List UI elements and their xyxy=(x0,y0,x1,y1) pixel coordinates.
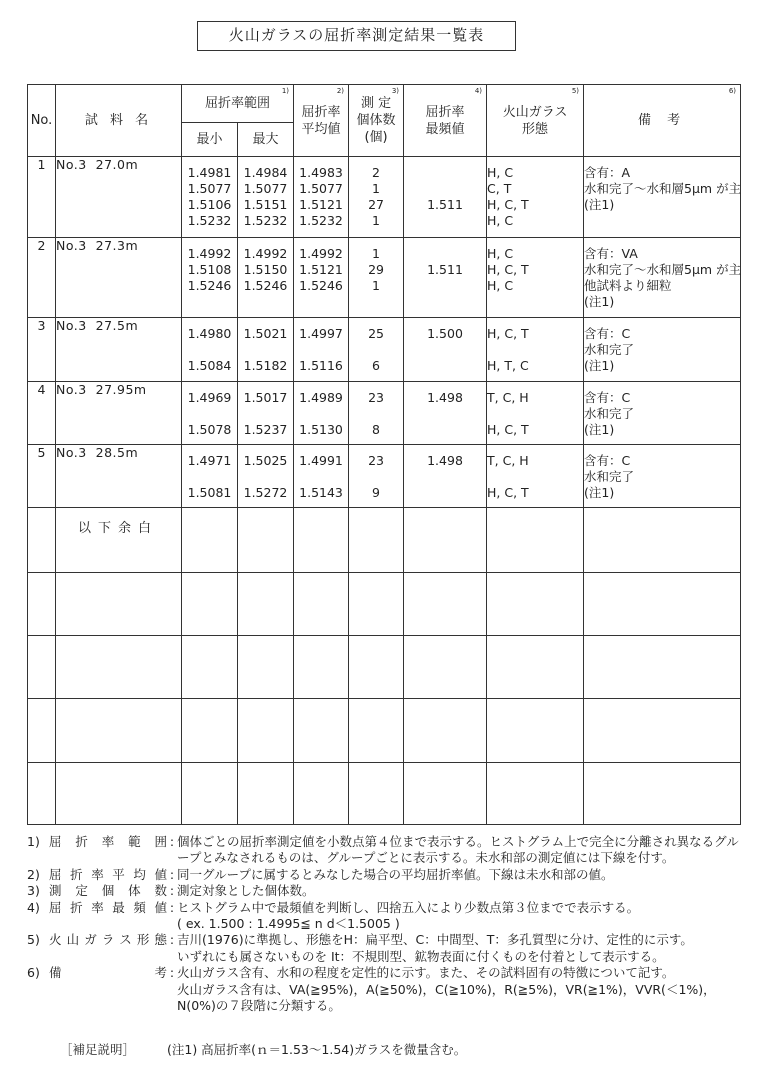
footnote-6-marker: 6) xyxy=(728,87,737,95)
row-mode-values: 1.511 xyxy=(427,197,463,213)
row-mode xyxy=(404,444,487,507)
row-sample-name: No.3 27.5m xyxy=(56,318,182,381)
blank-row xyxy=(28,508,741,572)
blank-cell xyxy=(182,572,238,635)
blank-cell xyxy=(584,508,741,572)
blank-cell xyxy=(294,572,349,635)
supplementary-note xyxy=(60,1040,466,1058)
row-mode-values: 1.498 xyxy=(427,452,463,468)
header-min: 最小 xyxy=(182,123,238,157)
table-row xyxy=(28,381,741,444)
header-mean-text: 屈折率 平均値 xyxy=(301,104,341,137)
row-count xyxy=(349,237,404,317)
row-remarks xyxy=(584,318,741,381)
row-min-values: 1.4981 1.5077 1.5106 1.5232 xyxy=(187,165,232,229)
row-no: 2 xyxy=(28,237,56,317)
row-min xyxy=(182,318,238,381)
row-max-values: 1.5021 1.5182 xyxy=(243,326,288,374)
blank-cell xyxy=(487,762,584,824)
row-count xyxy=(349,318,404,381)
blank-cell xyxy=(182,699,238,762)
row-form-values: H, C H, C, T H, C xyxy=(487,245,529,293)
footnote-6 xyxy=(27,965,742,1014)
blank-cell xyxy=(294,762,349,824)
row-min xyxy=(182,444,238,507)
row-form-values: T, C, H H, C, T xyxy=(487,389,529,437)
footnote-3-marker: 3) xyxy=(391,87,400,95)
row-mode xyxy=(404,381,487,444)
header-no: No. xyxy=(28,85,56,157)
blank-cell xyxy=(349,572,404,635)
footnote-2-marker: 2) xyxy=(336,87,345,95)
blank-cell xyxy=(487,699,584,762)
header-mean xyxy=(294,85,349,157)
footnote-label: 屈折率範囲 xyxy=(49,834,167,849)
row-count xyxy=(349,157,404,237)
table-row xyxy=(28,318,741,381)
row-form xyxy=(487,444,584,507)
blank-cell xyxy=(182,635,238,698)
blank-cell xyxy=(182,508,238,572)
header-form-text: 火山ガラス 形態 xyxy=(502,104,568,137)
blank-cell xyxy=(294,635,349,698)
blank-cell xyxy=(487,635,584,698)
blank-cell xyxy=(584,699,741,762)
row-mean xyxy=(294,444,349,507)
footnote-4 xyxy=(27,900,742,933)
blank-cell xyxy=(238,572,294,635)
blank-cell xyxy=(487,508,584,572)
blank-label: 以下余白 xyxy=(78,521,159,537)
footnote-number: 4) xyxy=(27,899,40,915)
row-count xyxy=(349,444,404,507)
row-mean-values: 1.4989 1.5130 xyxy=(299,389,343,437)
blank-cell xyxy=(584,572,741,635)
row-mean xyxy=(294,381,349,444)
row-sample-name: No.3 27.3m xyxy=(56,237,182,317)
footnote-1 xyxy=(27,834,742,867)
row-remarks xyxy=(584,157,741,237)
blank-row xyxy=(28,572,741,635)
footnote-colon: : xyxy=(169,965,175,981)
row-max xyxy=(238,157,294,237)
row-count-values: 23 9 xyxy=(368,452,384,500)
footnote-label: 測定個体数 xyxy=(49,883,167,899)
row-no: 5 xyxy=(28,444,56,507)
footnote-label: 火山ガラス形態 xyxy=(49,932,167,948)
blank-cell xyxy=(294,699,349,762)
blank-cell xyxy=(349,508,404,572)
row-form xyxy=(487,237,584,317)
table-row xyxy=(28,444,741,507)
header-row-top xyxy=(28,85,741,123)
blank-cell xyxy=(28,699,56,762)
footnote-text: 測定対象とした個体数。 xyxy=(177,883,315,899)
blank-cell xyxy=(584,762,741,824)
footnote-colon: : xyxy=(169,883,175,899)
row-form-values: T, C, H H, C, T xyxy=(487,452,529,500)
footnote-number: 5) xyxy=(27,932,40,948)
row-form-values: H, C C, T H, C, T H, C xyxy=(487,165,529,229)
footnote-number: 2) xyxy=(27,866,40,882)
footnote-colon: : xyxy=(169,866,175,882)
table-row xyxy=(28,237,741,317)
header-sample-name-text: 試 料 名 xyxy=(84,113,153,129)
row-remarks-values: 含有：C 水和完了 (注1) xyxy=(584,326,635,374)
header-mode-text: 屈折率 最頻値 xyxy=(425,104,465,137)
row-remarks-values: 含有：A 水和完了～水和層5μm が主 (注1) xyxy=(584,165,742,213)
refractive-index-table xyxy=(27,84,741,825)
blank-row xyxy=(28,699,741,762)
header-remarks-text: 備 考 xyxy=(637,113,687,129)
row-min xyxy=(182,237,238,317)
row-mean-values: 1.4997 1.5116 xyxy=(299,326,343,374)
blank-cell xyxy=(404,699,487,762)
blank-cell xyxy=(238,635,294,698)
row-count-values: 25 6 xyxy=(368,326,384,374)
blank-cell xyxy=(238,762,294,824)
footnote-number: 6) xyxy=(27,965,40,981)
row-remarks-values: 含有：VA 水和完了～水和層5μm が主 他試料より細粒 (注1) xyxy=(584,245,742,309)
row-remarks xyxy=(584,444,741,507)
header-range xyxy=(182,85,294,123)
blank-cell xyxy=(182,762,238,824)
footnote-5-marker: 5) xyxy=(571,87,580,95)
blank-cell xyxy=(28,572,56,635)
footnote-number: 3) xyxy=(27,883,40,899)
row-min-values: 1.4971 1.5081 xyxy=(187,452,232,500)
row-count-values: 1 29 1 xyxy=(368,245,384,293)
footnote-text: 同一グループに属するとみなした場合の平均屈折率値。下線は未水和部の値。 xyxy=(177,866,614,882)
footnote-colon: : xyxy=(169,899,175,915)
row-max-values: 1.5025 1.5272 xyxy=(243,452,288,500)
row-count xyxy=(349,381,404,444)
row-mean xyxy=(294,318,349,381)
blank-cell xyxy=(238,699,294,762)
row-form xyxy=(487,318,584,381)
footnote-number: 1) xyxy=(27,834,40,849)
footnote-text: 個体ごとの屈折率測定値を小数点第４位まで表示する。ヒストグラム上で完全に分離され異なるグループとみなされるものは、グループごとに表示する。未水和部の測定値には下線を付す。 xyxy=(177,834,739,866)
header-mode xyxy=(404,85,487,157)
footnote-label: 屈折率平均値 xyxy=(49,866,167,882)
table-row xyxy=(28,157,741,237)
row-max-values: 1.5017 1.5237 xyxy=(243,389,288,437)
row-mode xyxy=(404,157,487,237)
row-mean xyxy=(294,237,349,317)
footnotes xyxy=(27,834,742,1014)
blank-cell xyxy=(28,635,56,698)
row-max xyxy=(238,444,294,507)
row-remarks xyxy=(584,381,741,444)
row-form-values: H, C, T H, T, C xyxy=(487,326,529,374)
row-max xyxy=(238,381,294,444)
row-max xyxy=(238,318,294,381)
header-range-text: 屈折率範囲 xyxy=(205,96,271,112)
row-sample-name: No.3 27.0m xyxy=(56,157,182,237)
row-remarks-values: 含有：C 水和完了 (注1) xyxy=(584,452,635,500)
blank-cell xyxy=(404,762,487,824)
row-form xyxy=(487,381,584,444)
blank-cell xyxy=(349,762,404,824)
header-max: 最大 xyxy=(238,123,294,157)
header-remarks xyxy=(584,85,741,157)
blank-cell xyxy=(487,572,584,635)
row-max-values: 1.4992 1.5150 1.5246 xyxy=(243,245,288,293)
blank-cell xyxy=(584,635,741,698)
footnote-text: ヒストグラム中で最頻値を判断し、四捨五入により少数点第３位までで表示する。 ( ex. 1.500 : 1.4995≦ n d＜1.5005 ) xyxy=(177,899,640,932)
footnote-colon: : xyxy=(169,834,175,849)
blank-cell xyxy=(349,635,404,698)
blank-cell xyxy=(28,762,56,824)
row-mean-values: 1.4983 1.5077 1.5121 1.5232 xyxy=(299,165,343,229)
footnote-text: 吉川(1976)に準拠し、形態をH：扁平型、C：中間型、T：多孔質型に分け、定性的に示す。 いずれにも属さないものを It：不規則型、鉱物表面に付くものを付着として表示する。 xyxy=(177,932,693,964)
row-remarks xyxy=(584,237,741,317)
blank-cell xyxy=(238,508,294,572)
footnote-4-marker: 4) xyxy=(474,87,483,95)
blank-cell xyxy=(404,572,487,635)
footnote-label: 屈折率最頻値 xyxy=(49,899,167,915)
row-min xyxy=(182,157,238,237)
blank-cell xyxy=(349,699,404,762)
document-title: 火山ガラスの屈折率測定結果一覧表 xyxy=(197,21,516,51)
header-form xyxy=(487,85,584,157)
row-mean xyxy=(294,157,349,237)
row-sample-name: No.3 27.95m xyxy=(56,381,182,444)
row-no: 4 xyxy=(28,381,56,444)
footnote-1-marker: 1) xyxy=(281,87,290,95)
header-count-text: 測 定 個体数 (個) xyxy=(356,96,396,146)
blank-cell xyxy=(404,635,487,698)
header-sample-name xyxy=(56,85,182,157)
blank-cell xyxy=(56,635,182,698)
row-min-values: 1.4969 1.5078 xyxy=(187,389,232,437)
row-mode-values: 1.500 xyxy=(427,326,463,342)
row-count-values: 23 8 xyxy=(368,389,384,437)
footnote-3 xyxy=(27,883,742,899)
row-sample-name: No.3 28.5m xyxy=(56,444,182,507)
footnote-text: 火山ガラス含有、水和の程度を定性的に示す。また、その試料固有の特徴について記す。 火山ガラス含有は、VA(≧95%)，A(≧50%)，C(≧10%)，R(≧5%)，VR(≧1%)，VVR(＜1%)，N(0%)の７段階に分類する。 xyxy=(177,965,716,1014)
blank-cell xyxy=(28,508,56,572)
supplementary-label: ［補足説明］ xyxy=(60,1042,136,1057)
row-mode xyxy=(404,237,487,317)
row-mean-values: 1.4991 1.5143 xyxy=(299,452,343,500)
footnote-label: 備考 xyxy=(49,965,167,981)
row-count-values: 2 1 27 1 xyxy=(368,165,384,229)
blank-cell xyxy=(56,762,182,824)
row-mode-values: 1.498 xyxy=(427,389,463,405)
row-mean-values: 1.4992 1.5121 1.5246 xyxy=(299,245,343,293)
row-min-values: 1.4992 1.5108 1.5246 xyxy=(187,245,232,293)
row-max xyxy=(238,237,294,317)
blank-cell xyxy=(404,508,487,572)
blank-row xyxy=(28,762,741,824)
footnote-colon: : xyxy=(169,932,175,948)
row-form xyxy=(487,157,584,237)
row-no: 3 xyxy=(28,318,56,381)
row-min xyxy=(182,381,238,444)
header-count xyxy=(349,85,404,157)
row-mode-values: 1.511 xyxy=(427,261,463,277)
footnote-5 xyxy=(27,932,742,965)
blank-cell xyxy=(56,699,182,762)
blank-row xyxy=(28,635,741,698)
row-mode xyxy=(404,318,487,381)
blank-cell xyxy=(56,572,182,635)
supplementary-text: (注1) 高屈折率(ｎ＝1.53～1.54)ガラスを微量含む。 xyxy=(167,1042,467,1057)
row-no: 1 xyxy=(28,157,56,237)
blank-cell xyxy=(294,508,349,572)
row-remarks-values: 含有：C 水和完了 (注1) xyxy=(584,389,635,437)
blank-label-cell xyxy=(56,508,182,572)
footnote-2 xyxy=(27,867,742,883)
row-min-values: 1.4980 1.5084 xyxy=(187,326,232,374)
row-max-values: 1.4984 1.5077 1.5151 1.5232 xyxy=(243,165,288,229)
